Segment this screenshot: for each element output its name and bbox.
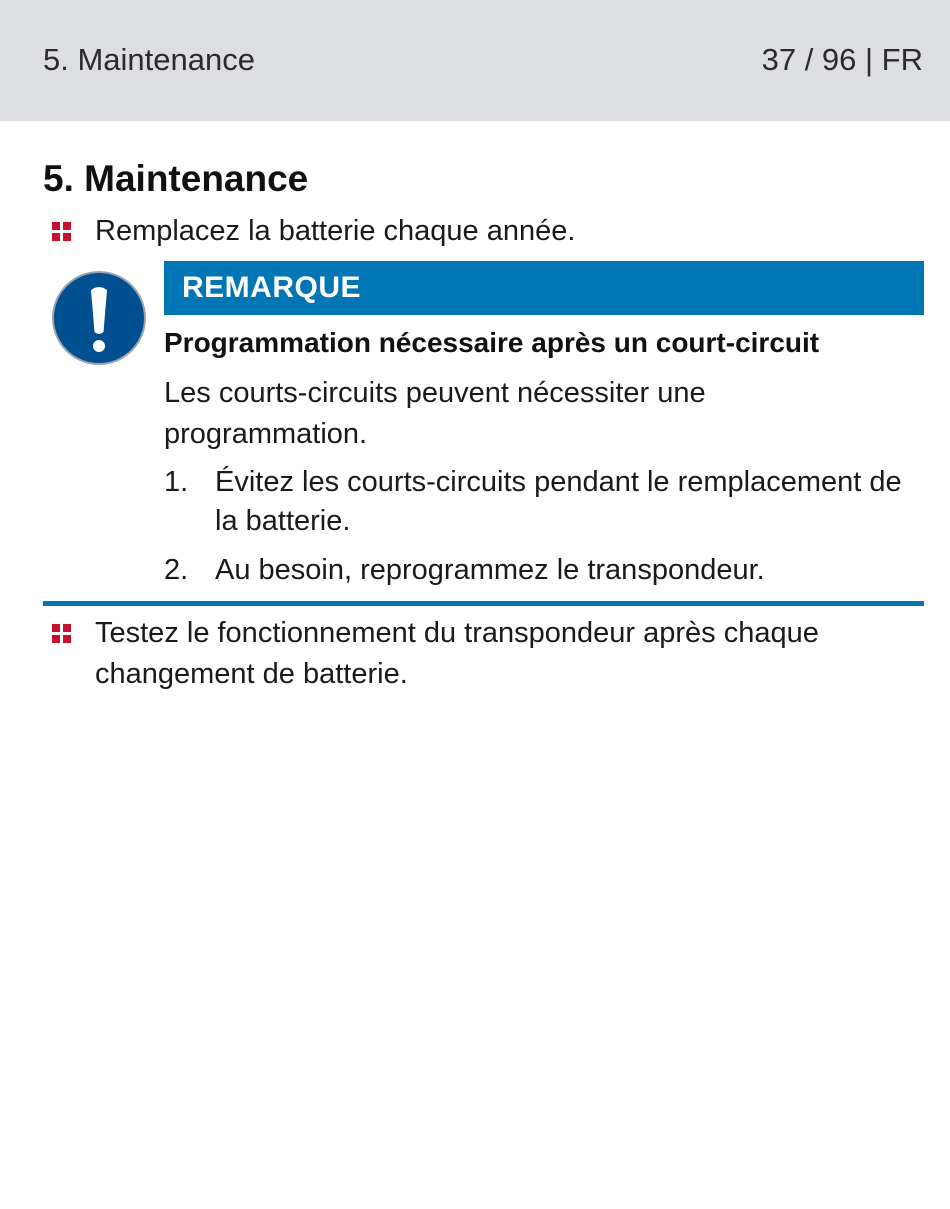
note-step-text: Évitez les courts-circuits pendant le remplacement de la batterie. [215,466,902,537]
exclamation-icon [51,270,147,366]
bullet-item-replace-battery: Remplacez la batterie chaque année. [95,215,576,247]
note-body [164,373,904,455]
bullet-icon [52,624,72,644]
header-section-title: 5. Maintenance [43,42,255,77]
note-label: REMARQUE [182,271,362,304]
note-step-text: Au besoin, reprogrammez le transpondeur. [215,554,765,586]
note-heading: Programmation nécessaire après un court-circuit [164,327,820,358]
bullet-icon [52,222,72,242]
section-title: 5. Maintenance [43,158,309,199]
note-step-number: 2. [164,554,189,586]
note-body-text: Les courts-circuits peuvent nécessiter une programmation. [164,377,706,450]
note-bottom-rule [43,601,924,606]
bullet-item-test-transponder: Testez le fonctionnement du transpondeur après chaque changement de batterie. [95,617,819,690]
note-step-number: 1. [164,466,189,498]
header-page-info: 37 / 96 | FR [761,42,923,77]
page-header [0,0,950,121]
